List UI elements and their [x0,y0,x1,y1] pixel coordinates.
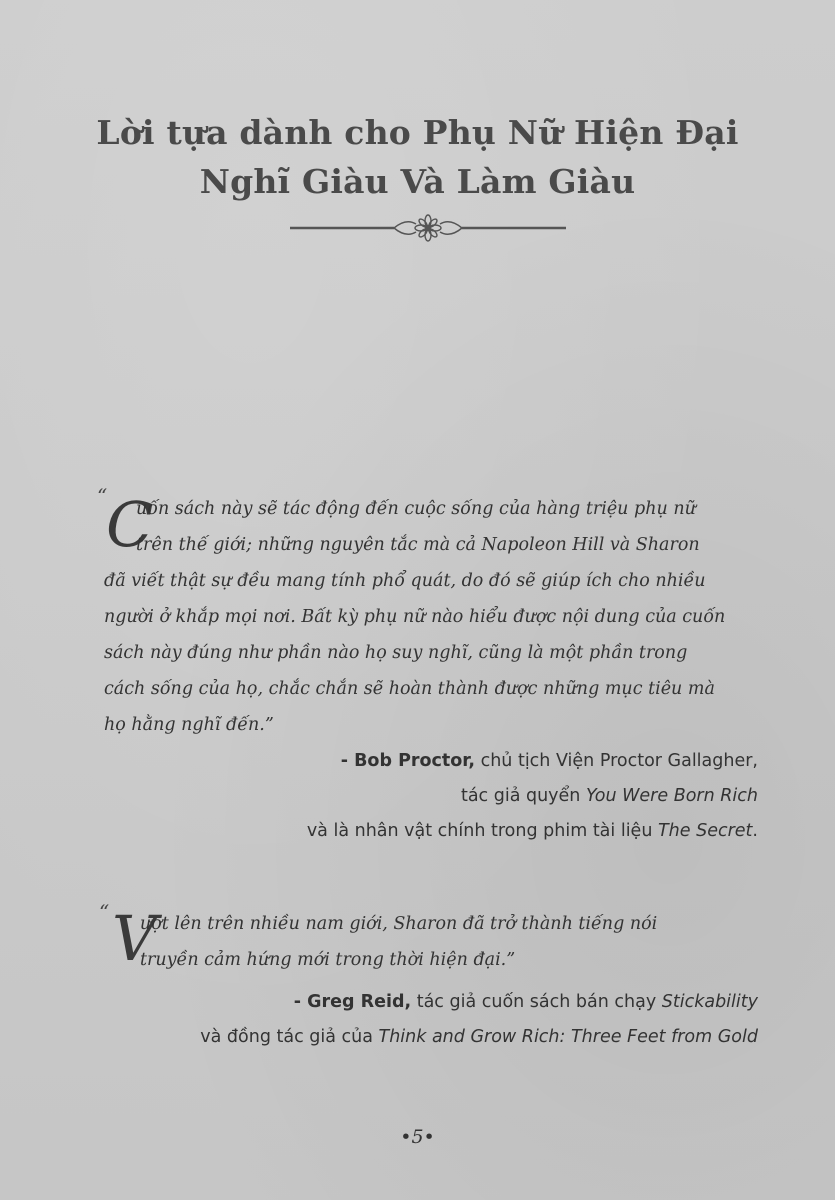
book-title: Think and Grow Rich: Three Feet from Gold [378,1027,758,1047]
author-detail: và đồng tác giả của [200,1027,379,1047]
quote-line: truyền cảm hứng mới trong thời hiện đại.” [140,950,516,970]
author-name: - Greg Reid, [293,992,412,1012]
quote-attribution [307,744,758,849]
author-role: tác giả cuốn sách bán chạy [411,992,662,1012]
quote-line: người ở khắp mọi nơi. Bất kỳ phụ nữ nào hiểu được nội dung của cuốn [104,607,726,627]
quote-line: trên thế giới; những nguyên tắc mà cả Napoleon Hill và Sharon [136,535,700,555]
period: . [752,821,758,841]
quote-line: ượt lên trên nhiều nam giới, Sharon đã trở thành tiếng nói [140,914,658,934]
book-title: You Were Born Rich [585,786,758,806]
author-detail: tác giả quyển [460,786,586,806]
film-title: The Secret [657,821,753,841]
quote-line: đã viết thật sự đều mang tính phổ quát, do đó sẽ giúp ích cho nhiều [104,571,706,591]
quote-dropcap: V [112,902,157,975]
quote-line: họ hằng nghĩ đến.” [104,715,274,735]
ornament-divider-icon [288,208,568,244]
author-name: - Bob Proctor, [340,751,476,771]
quote-dropcap: C [106,488,154,561]
book-title: Stickability [661,992,758,1012]
page-title-line-1: Lời tựa dành cho Phụ Nữ Hiện Đại [96,113,739,152]
quote-line: cách sống của họ, chắc chắn sẽ hoàn thành được những mục tiêu mà [104,679,715,699]
quote-open-mark: “ [99,900,110,924]
quote-block [104,488,758,743]
quote-block [104,902,758,978]
page-number: •5• [400,1126,435,1148]
quote-open-mark: “ [97,484,108,508]
quote-line: uốn sách này sẽ tác động đến cuộc sống của hàng triệu phụ nữ [136,499,696,519]
author-detail: và là nhân vật chính trong phim tài liệu [306,821,658,841]
author-role: chủ tịch Viện Proctor Gallagher, [475,751,758,771]
page-title-line-2: Nghĩ Giàu Và Làm Giàu [199,162,636,201]
quote-attribution [200,985,758,1055]
quote-line: sách này đúng như phần nào họ suy nghĩ, cũng là một phần trong [104,643,688,663]
